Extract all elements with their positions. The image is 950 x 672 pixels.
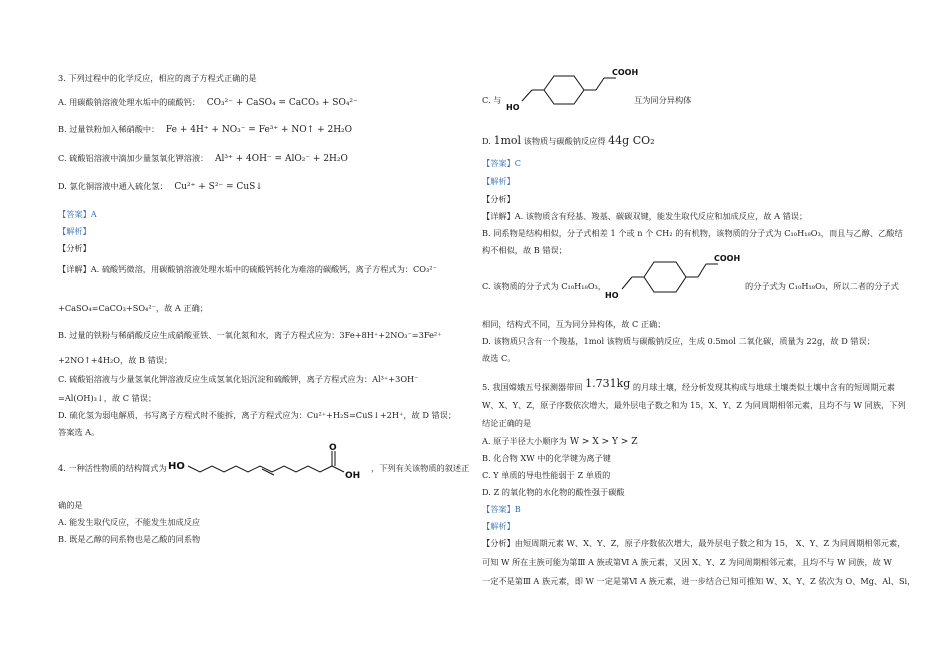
q3-answer: 【答案】A — [58, 209, 97, 219]
q4-option-d: D. 1mol 该物质与碳酸钠反应得 44g CO₂ — [482, 134, 655, 147]
q4-detail-5: 相同，结构式不同，互为同分异构体，故 C 正确； — [482, 319, 666, 329]
q5-analysis-tag: 【解析】 — [482, 521, 515, 531]
q3-detail-8: 答案选 A。 — [58, 427, 100, 437]
struct-o-label: O — [329, 443, 337, 453]
q5-option-c: C. Y 单质的导电性能弱于 Z 单质的 — [482, 470, 611, 480]
detail-cooh-label: COOH — [714, 254, 741, 263]
q5-option-d: D. Z 的氧化物的水化物的酸性强于碳酸 — [482, 487, 625, 497]
q3-detail-5: C. 硫酸铝溶液与少量氢氧化钾溶液反应生成氢氧化铝沉淀和硫酸钾，离子方程式应为：Al³⁺+3OH⁻ — [58, 374, 419, 384]
q3-detail-1: 【详解】A. 硫酸钙微溶，用碳酸钠溶液处理水垢中的硫酸钙转化为难溶的碳酸钙，离子方程式为：CO₃²⁻ — [58, 264, 437, 274]
q5-stem-2: W、X、Y、Z，原子序数依次增大，最外层电子数之和为 15，X、Y、Z 为同周期相邻元素，且均不与 W 同族，下列 — [482, 400, 906, 410]
q4-stem-2: ，下列有关该物质的叙述正 — [371, 463, 470, 473]
q3-detail-2: +CaSO₄=CaCO₃+SO₄²⁻，故 A 正确； — [58, 303, 208, 313]
detail-ho-label: HO — [605, 291, 619, 300]
q4-detail-structure — [602, 253, 742, 301]
q4-detail-6: D. 该物质只含有一个羧基，1mol 该物质与碳酸钠反应，生成 0.5mol 二氧化碳，质量为 22g，故 D 错误； — [482, 336, 875, 346]
q5-option-a: A. 原子半径大小顺序为 W > X > Y > Z — [482, 436, 638, 447]
q3-detail-7: D. 硫化氢为弱电解质，书写离子方程式时不能拆，离子方程式应为：Cu²⁺+H₂S=CuS↓+2H⁺，故 D 错误； — [58, 410, 457, 420]
q4-analysis-tag: 【解析】 — [482, 176, 515, 186]
q4-detail-7: 故选 C。 — [482, 353, 516, 363]
q5-fenxi-1: 【分析】由短周期元素 W、X、Y、Z，原子序数依次增大，最外层电子数之和为 15， X、Y、Z 为同周期相邻元素， — [482, 538, 906, 548]
q3-analysis-tag: 【解析】 — [58, 226, 91, 236]
q3-stem: 3. 下列过程中的化学反应，相应的离子方程式正确的是 — [58, 73, 257, 83]
q4-detail-3: 构不相似，故 B 错误； — [482, 245, 567, 255]
q4-option-c-structure — [504, 68, 639, 113]
q4-detail-1: 【详解】A. 该物质含有羟基、羧基、碳碳双键，能发生取代反应和加成反应，故 A 错误； — [482, 211, 808, 221]
struct-oh-label: OH — [345, 471, 361, 481]
struct-ho-label: HO — [168, 461, 185, 472]
q3-option-d: D. 氯化铜溶液中通入硫化氢： Cu²⁺ + S²⁻ = CuS↓ — [58, 181, 263, 192]
q4-structure-diagram — [168, 440, 373, 485]
q5-fenxi-2: 可知 W 所在主族可能为第Ⅲ A 族或第Ⅵ A 族元素，又因 X、Y、Z 为同周期相邻元素，且均不与 W 同族，故 W — [482, 557, 892, 567]
q4-answer: 【答案】C — [482, 158, 522, 168]
q5-stem-1: 5. 我国嫦娥五号探测器带回 1.731kg 的月球土壤，经分析发现其构成与地球土壤类似土壤中含有的短周期元素 — [482, 377, 895, 392]
q3-option-b: B. 过量铁粉加入稀硝酸中： Fe + 4H⁺ + NO₃⁻ = Fe³⁺ + NO↑ + 2H₂O — [58, 124, 353, 135]
q5-option-b: B. 化合物 XW 中的化学键为离子键 — [482, 453, 611, 463]
c-cooh-label: COOH — [612, 68, 639, 77]
q4-option-b: B. 既是乙醇的同系物也是乙酸的同系物 — [58, 534, 201, 544]
q4-stem-3: 确的是 — [58, 500, 83, 510]
q3-detail-4: +2NO↑+4H₂O，故 B 错误； — [58, 355, 173, 365]
q4-detail-2: B. 同系物是结构相似，分子式相差 1 个或 n 个 CH₂ 的有机物，该物质的分子式为 C₁₀H₁₈O₃，而且与乙醇、乙酸结 — [482, 228, 903, 238]
q4-detail-4b: 的分子式为 C₁₀H₁₈O₃，所以二者的分子式 — [745, 281, 899, 291]
q4-option-a: A. 能发生取代反应，不能发生加成反应 — [58, 517, 201, 527]
q3-detail-3: B. 过量的铁粉与稀硝酸反应生成硝酸亚铁、一氧化氮和水，离子方程式应为：3Fe+8H⁺+2NO₃⁻=3Fe²⁺ — [58, 330, 442, 340]
c-ho-label: HO — [506, 103, 520, 112]
q4-option-c-suffix: 互为同分异构体 — [634, 95, 692, 105]
q4-fenxi-tag: 【分析】 — [482, 194, 515, 204]
q4-detail-4a: C. 该物质的分子式为 C₁₀H₁₈O₃， — [482, 281, 606, 291]
q3-option-c: C. 硫酸铝溶液中滴加少量氢氧化钾溶液： Al³⁺ + 4OH⁻ = AlO₂⁻ + 2H₂O — [58, 153, 348, 164]
q5-stem-3: 结论正确的是 — [482, 418, 532, 428]
q5-answer: 【答案】B — [482, 504, 521, 514]
q4-option-c-prefix: C. 与 — [482, 95, 502, 105]
q4-stem-1: 4. 一种活性物质的结构简式为 — [58, 463, 167, 473]
q5-fenxi-3: 一定不是第Ⅲ A 族元素，即 W 一定是第Ⅵ A 族元素，进一步结合已知可推知 W、X、Y、Z 依次为 O、Mg、Al、Si， — [482, 576, 916, 586]
q3-option-a: A. 用碳酸钠溶液处理水垢中的硫酸钙： CO₃²⁻ + CaSO₄ = CaCO₃ + SO₄²⁻ — [58, 97, 358, 108]
q3-detail-6: =Al(OH)₃↓，故 C 错误； — [58, 393, 157, 403]
q3-fenxi-tag: 【分析】 — [58, 243, 91, 253]
